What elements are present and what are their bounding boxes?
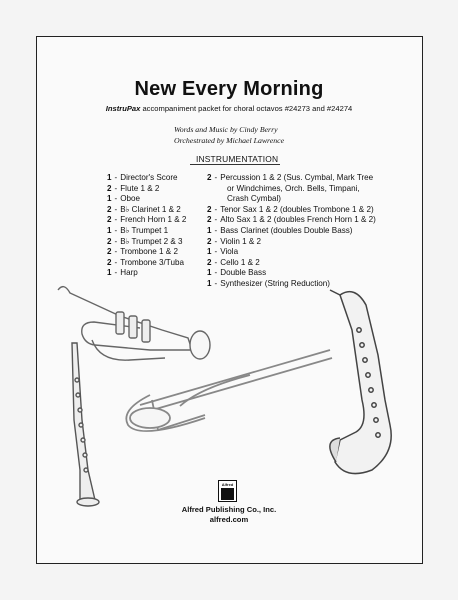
row-separator: - (114, 225, 118, 235)
credit-words-music: Words and Music by Cindy Berry (174, 125, 278, 134)
instrument-quantity: 2 (107, 215, 112, 225)
instrument-part: Harp (120, 268, 138, 278)
row-separator: - (114, 236, 118, 246)
instrument-part: Viola (220, 247, 239, 257)
trumpet-icon (58, 287, 210, 361)
instrument-quantity: 2 (107, 204, 112, 214)
row-separator: - (114, 247, 118, 257)
row-separator: - (214, 247, 218, 257)
instrument-part: Alto Sax 1 & 2 (doubles French Horn 1 & 2) (220, 215, 376, 225)
instrument-quantity: 2 (207, 236, 212, 246)
clarinet-icon (72, 343, 99, 506)
logo-mark-icon (221, 488, 234, 500)
instrument-part: Percussion 1 & 2 (Sus. Cymbal, Mark Tree (220, 173, 374, 182)
row-separator: - (114, 194, 118, 204)
instrument-part: Bass Clarinet (doubles Double Bass) (220, 225, 353, 235)
instrument-part: B♭ Trumpet 1 (120, 225, 169, 235)
row-separator: - (114, 215, 118, 225)
instrument-part: Tenor Sax 1 & 2 (doubles Trombone 1 & 2) (220, 204, 374, 214)
row-separator: - (114, 204, 118, 214)
row-separator: - (114, 173, 118, 182)
row-separator: - (214, 173, 218, 182)
row-separator: - (214, 204, 218, 214)
instrumentation-heading: INSTRUMENTATION (196, 154, 279, 164)
instrument-quantity: 2 (207, 257, 212, 267)
publisher-info (0, 505, 458, 525)
instrument-quantity: 2 (107, 247, 112, 257)
instrument-part: Crash Cymbal) (227, 194, 281, 204)
instrument-part: Double Bass (220, 268, 267, 278)
instrument-quantity: 2 (107, 257, 112, 267)
instrument-part: or Windchimes, Orch. Bells, Timpani, (227, 183, 360, 193)
row-separator: - (214, 278, 218, 288)
instrument-quantity: 1 (107, 268, 112, 278)
instrument-quantity: 2 (107, 236, 112, 246)
row-separator: - (214, 215, 218, 225)
instrument-part: Flute 1 & 2 (120, 183, 160, 193)
instrument-quantity: 2 (207, 204, 212, 214)
instrument-quantity: 2 (107, 183, 112, 193)
subtitle-text: accompaniment packet for choral octavos #24273 and #24274 (140, 104, 353, 113)
row-separator: - (214, 236, 218, 246)
trombone-icon (126, 350, 332, 431)
row-separator: - (114, 257, 118, 267)
instrument-part: Oboe (120, 194, 141, 204)
instrument-part: French Horn 1 & 2 (120, 215, 187, 225)
alfred-logo (218, 480, 237, 502)
instrument-part: Trombone 3/Tuba (120, 257, 184, 267)
row-separator: - (114, 183, 118, 193)
instrument-quantity: 1 (107, 225, 112, 235)
instrument-quantity: 1 (207, 247, 212, 257)
row-separator: - (214, 268, 218, 278)
row-separator: - (214, 225, 218, 235)
credit-orchestration: Orchestrated by Michael Lawrence (174, 136, 285, 145)
instrument-quantity: 1 (207, 278, 212, 288)
instrument-part: B♭ Clarinet 1 & 2 (120, 204, 181, 214)
row-separator: - (114, 268, 118, 278)
instrument-part: Trombone 1 & 2 (120, 247, 178, 257)
row-separator: - (214, 257, 218, 267)
instrument-part: Synthesizer (String Reduction) (220, 278, 330, 288)
instrument-part: Cello 1 & 2 (220, 257, 260, 267)
instrument-quantity: 2 (207, 215, 212, 225)
subtitle-brand: InstruPax (105, 104, 141, 113)
instrument-part: Violin 1 & 2 (220, 236, 262, 246)
instrument-part: B♭ Trumpet 2 & 3 (120, 236, 183, 246)
instrument-quantity: 1 (207, 268, 212, 278)
instrument-quantity: 2 (207, 173, 212, 182)
instrument-quantity: 1 (207, 225, 212, 235)
instrument-quantity: 1 (107, 173, 112, 182)
saxophone-icon (330, 290, 391, 474)
publisher-name: Alfred Publishing Co., Inc. (181, 505, 277, 514)
instrument-quantity: 1 (107, 194, 112, 204)
publisher-url[interactable]: alfred.com (209, 515, 249, 524)
logo-word: Alfred (221, 482, 234, 487)
page-title: New Every Morning (134, 78, 324, 100)
instrument-part: Director's Score (120, 173, 178, 182)
